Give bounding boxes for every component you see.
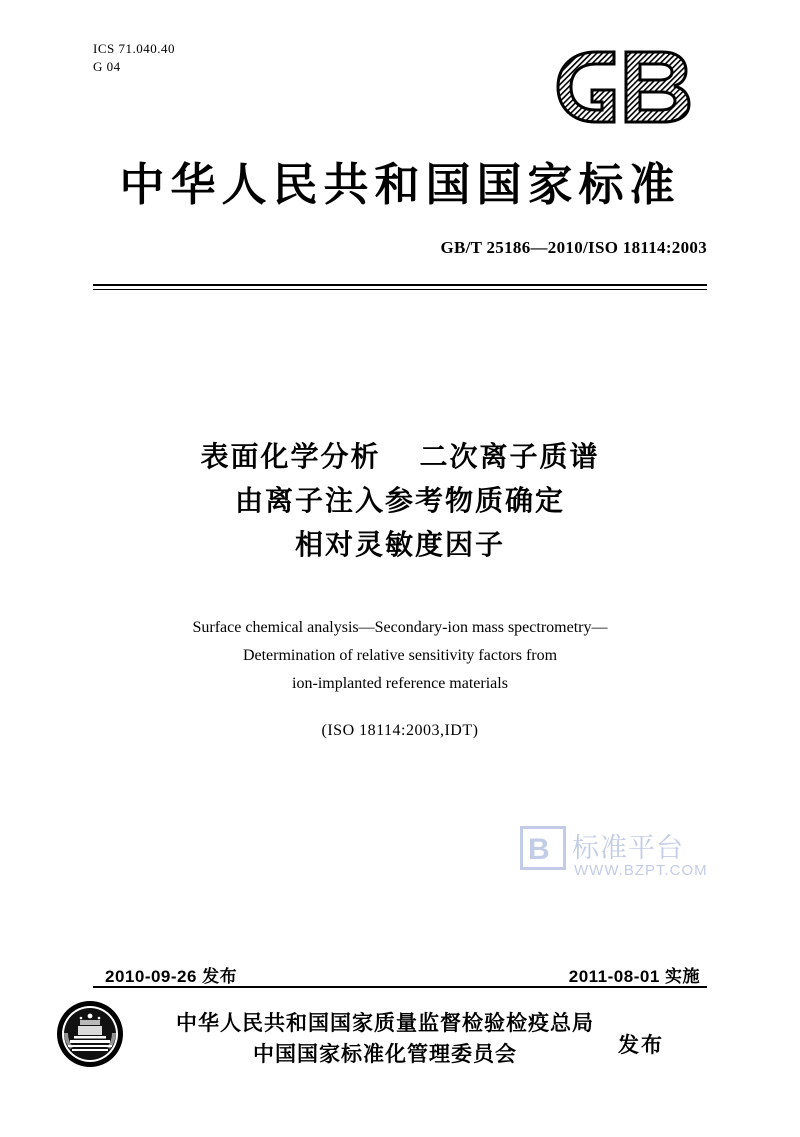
- standard-number: GB/T 25186—2010/ISO 18114:2003: [440, 238, 707, 257]
- document-title-en: [0, 614, 800, 698]
- publisher: [150, 1008, 620, 1070]
- title-en-line-2: Determination of relative sensitivity factors from: [242, 647, 558, 664]
- title-en-line-3: ion-implanted reference materials: [292, 675, 508, 692]
- ics-classification: [93, 40, 175, 76]
- title-cn-line-2: 由离子注入参考物质确定: [234, 485, 565, 516]
- divider-top-thick: [93, 284, 707, 286]
- title-cn-line-1: 表面化学分析 二次离子质谱: [200, 441, 600, 472]
- implementation-date: 2011-08-01 实施: [568, 967, 700, 986]
- issue-date: 2010-09-26 发布: [105, 967, 238, 986]
- page-title: 中华人民共和国国家标准: [119, 159, 681, 210]
- watermark-url: WWW.BZPT.COM: [574, 862, 708, 879]
- iso-reference: (ISO 18114:2003,IDT): [321, 722, 479, 739]
- watermark: [520, 826, 740, 888]
- divider-footer: [93, 986, 707, 988]
- title-en-line-1: Surface chemical analysis—Secondary-ion mass spectrometry—: [192, 619, 608, 636]
- divider-top-thin: [93, 289, 707, 290]
- ics-code: ICS 71.040.40: [93, 41, 175, 56]
- title-cn-line-3: 相对灵敏度因子: [294, 529, 505, 560]
- gb-logo-icon: [552, 46, 712, 128]
- national-emblem-icon: [56, 1000, 124, 1068]
- publisher-line-2: 中国国家标准化管理委员会: [253, 1043, 517, 1066]
- publisher-line-1: 中华人民共和国国家质量监督检验检疫总局: [176, 1012, 594, 1035]
- watermark-label: 标准平台: [572, 833, 684, 863]
- watermark-badge-letter: B: [528, 833, 550, 866]
- document-title-cn: [0, 435, 800, 567]
- ccs-code: G 04: [93, 59, 121, 74]
- watermark-badge-icon: [520, 826, 566, 870]
- publish-label: 发布: [618, 1034, 664, 1057]
